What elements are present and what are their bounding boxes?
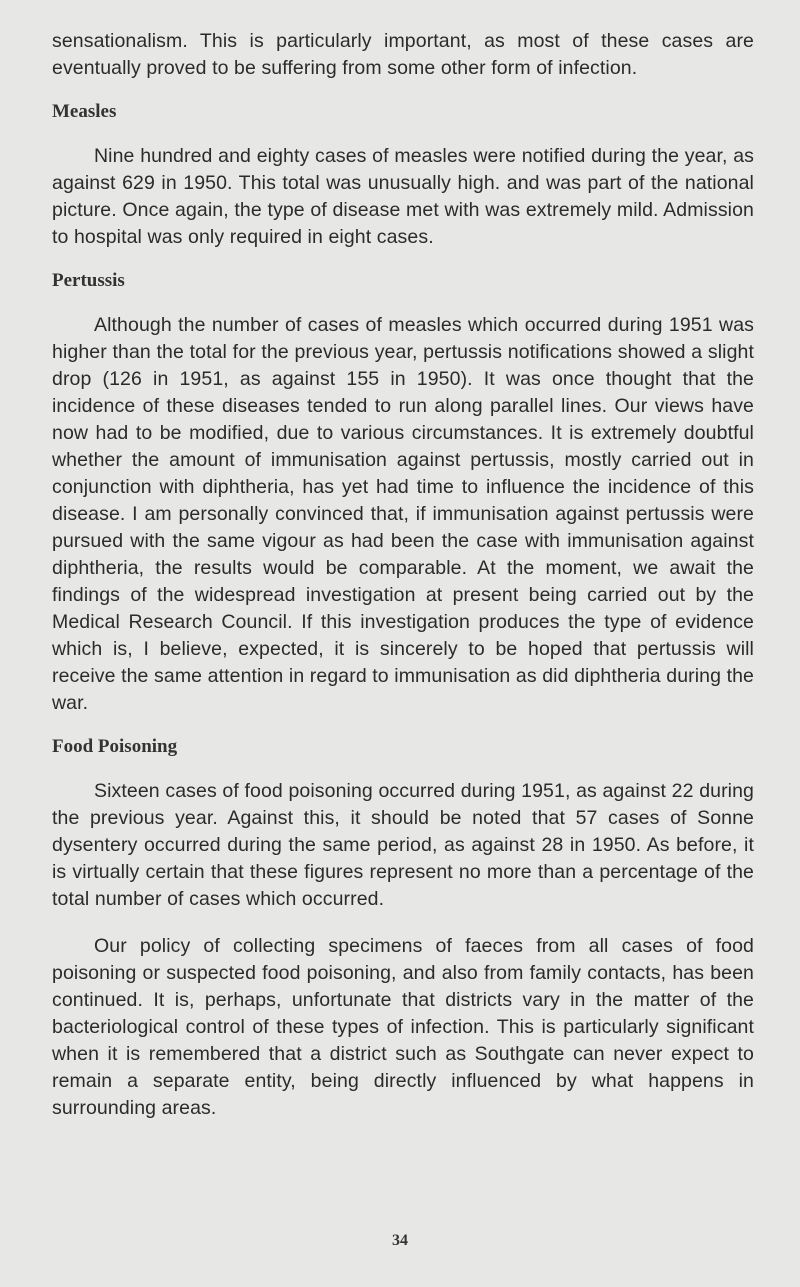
page-number: 34 [392, 1232, 408, 1249]
pertussis-paragraph: Although the number of cases of measles which occurred during 1951 was higher than the total for the previous year, pertussis notifications showed a slight drop (126 in 1951, as against 155 in 1950). It was once thought that the incidence of these diseases tended to run along parallel lines. Our views have now had to be modified, due to various circumstances. It is extremely doubtful whether the amount of immunisation against pertussis, mostly carried out in conjunction with diphtheria, has yet had time to influence the incidence of this disease. I am personally convinced that, if immunisation against pertussis were pursued with the same vigour as had been the case with immunisation against diphtheria, the results would be comparable. At the moment, we await the findings of the widespread investigation at present being carried out by the Medical Research Council. If this investigation produces the type of evidence which is, I believe, expected, it is sincerely to be hoped that pertussis will receive the same attention in regard to immunisation as did diphtheria during the war. [52, 314, 754, 714]
intro-paragraph: sensationalism. This is particularly important, as most of these cases are eventually proved to be suffering from some other form of infection. [52, 30, 754, 79]
measles-paragraph: Nine hundred and eighty cases of measles were notified during the year, as against 629 in 1950. This total was unusually high. and was part of the national picture. Once again, the type of disease met with was extremely mild. Admission to hospital was only required in eight cases. [52, 145, 754, 248]
measles-heading: Measles [52, 101, 117, 122]
food-poisoning-paragraph-1: Sixteen cases of food poisoning occurred during 1951, as against 22 during the previous year. Against this, it should be noted that 57 cases of Sonne dysentery occurred during the same period, as against 28 in 1950. As before, it is virtually certain that these figures represent no more than a percentage of the total number of cases which occurred. [52, 780, 754, 910]
food-poisoning-paragraph-2: Our policy of collecting specimens of faeces from all cases of food poisoning or suspected food poisoning, and also from family contacts, has been continued. It is, perhaps, unfortunate that districts vary in the matter of the bacteriological control of these types of infection. This is particularly significant when it is remembered that a district such as Southgate can never expect to remain a separate entity, being directly influenced by what happens in surrounding areas. [52, 935, 754, 1119]
pertussis-heading: Pertussis [52, 270, 125, 291]
food-poisoning-heading: Food Poisoning [52, 736, 178, 757]
